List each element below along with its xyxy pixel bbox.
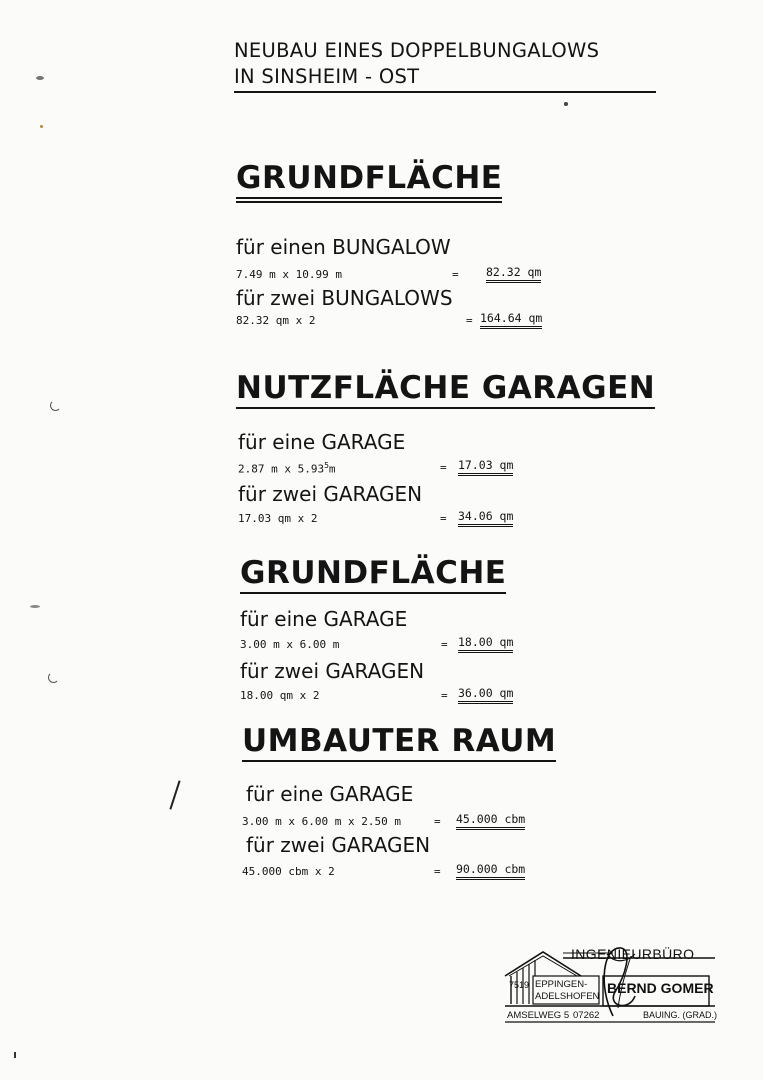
section-title-text: GRUNDFLÄCHE [240, 555, 507, 591]
title-underline [236, 201, 502, 203]
item-calc-main: 2.87 m x 5.93 [238, 462, 325, 476]
section-title-text: UMBAUTER RAUM [242, 723, 557, 759]
stamp-title: INGENIEURBÜRO [571, 946, 695, 962]
equals-sign: = [441, 689, 448, 702]
stamp-town-2: ADELSHOFEN [535, 991, 600, 1002]
scan-mark [14, 1052, 16, 1058]
section-title [242, 723, 556, 762]
section-title [236, 370, 655, 409]
equals-sign: = [452, 268, 459, 281]
section-title-text: GRUNDFLÄCHE [236, 160, 503, 196]
stamp-street: AMSELWEG 5 [507, 1010, 570, 1021]
item-calc: 3.00 m x 6.00 m [240, 638, 340, 651]
equals-sign: = [434, 815, 441, 828]
item-label: für zwei GARAGEN [240, 659, 425, 683]
scan-mark [40, 125, 43, 128]
item-result: 164.64 qm [480, 312, 542, 329]
item-label: für eine GARAGE [238, 430, 406, 454]
equals-sign: = [440, 461, 447, 474]
item-calc: 3.00 m x 6.00 m x 2.50 m [242, 815, 401, 828]
equals-sign: = [440, 512, 447, 525]
punch-hole-mark [50, 400, 61, 411]
header-rule [234, 91, 656, 93]
item-result: 36.00 qm [458, 687, 513, 704]
item-result: 82.32 qm [486, 266, 541, 283]
stamp-name: BERND GOMER [607, 980, 714, 996]
section-title [236, 160, 502, 203]
punch-hole-mark [48, 672, 59, 683]
engineer-stamp [503, 946, 718, 1026]
title-underline [240, 592, 506, 594]
header-line-1: NEUBAU EINES DOPPELBUNGALOWS [234, 39, 600, 62]
item-result: 18.00 qm [458, 636, 513, 653]
section-title [240, 555, 506, 594]
item-label: für einen BUNGALOW [236, 235, 451, 259]
item-calc-tail: m [328, 462, 336, 476]
section-title-text: NUTZFLÄCHE GARAGEN [236, 370, 656, 406]
section-grundflaeche-bungalow [236, 160, 502, 203]
item-result: 17.03 qm [458, 459, 513, 476]
pen-stroke-mark [169, 780, 180, 809]
item-calc-sup: 5 [324, 461, 329, 470]
stamp-phone: 07262 [573, 1010, 600, 1021]
item-calc: 45.000 cbm x 2 [242, 865, 335, 878]
equals-sign: = [441, 638, 448, 651]
stamp-postcode: 7519 [509, 980, 530, 990]
item-calc: 17.03 qm x 2 [238, 512, 318, 525]
item-label: für eine GARAGE [240, 607, 408, 631]
item-label: für zwei GARAGEN [246, 833, 431, 857]
item-label: für zwei GARAGEN [238, 482, 423, 506]
equals-sign: = [434, 865, 441, 878]
equals-sign: = [466, 314, 473, 327]
item-calc: 82.32 qm x 2 [236, 314, 316, 327]
title-underline [236, 197, 502, 199]
item-label: für eine GARAGE [246, 782, 414, 806]
item-result: 45.000 cbm [456, 813, 525, 830]
item-result: 34.06 qm [458, 510, 513, 527]
scan-mark [30, 605, 40, 608]
stamp-town-1: EPPINGEN- [535, 979, 588, 990]
item-calc [238, 461, 336, 476]
title-underline [236, 407, 655, 409]
scan-mark [36, 76, 44, 80]
section-umbauter-raum [242, 723, 556, 762]
item-calc: 18.00 qm x 2 [240, 689, 320, 702]
scan-mark [564, 102, 568, 106]
stamp-degree: BAUING. (GRAD.) [643, 1010, 718, 1020]
header-line-2: IN SINSHEIM - OST [234, 65, 420, 88]
item-result: 90.000 cbm [456, 863, 525, 880]
section-grundflaeche-garage [240, 555, 506, 594]
item-calc: 7.49 m x 10.99 m [236, 268, 342, 281]
section-nutzflaeche-garagen [236, 370, 655, 409]
title-underline [242, 760, 556, 762]
item-label: für zwei BUNGALOWS [236, 286, 453, 310]
document-header [234, 38, 656, 93]
